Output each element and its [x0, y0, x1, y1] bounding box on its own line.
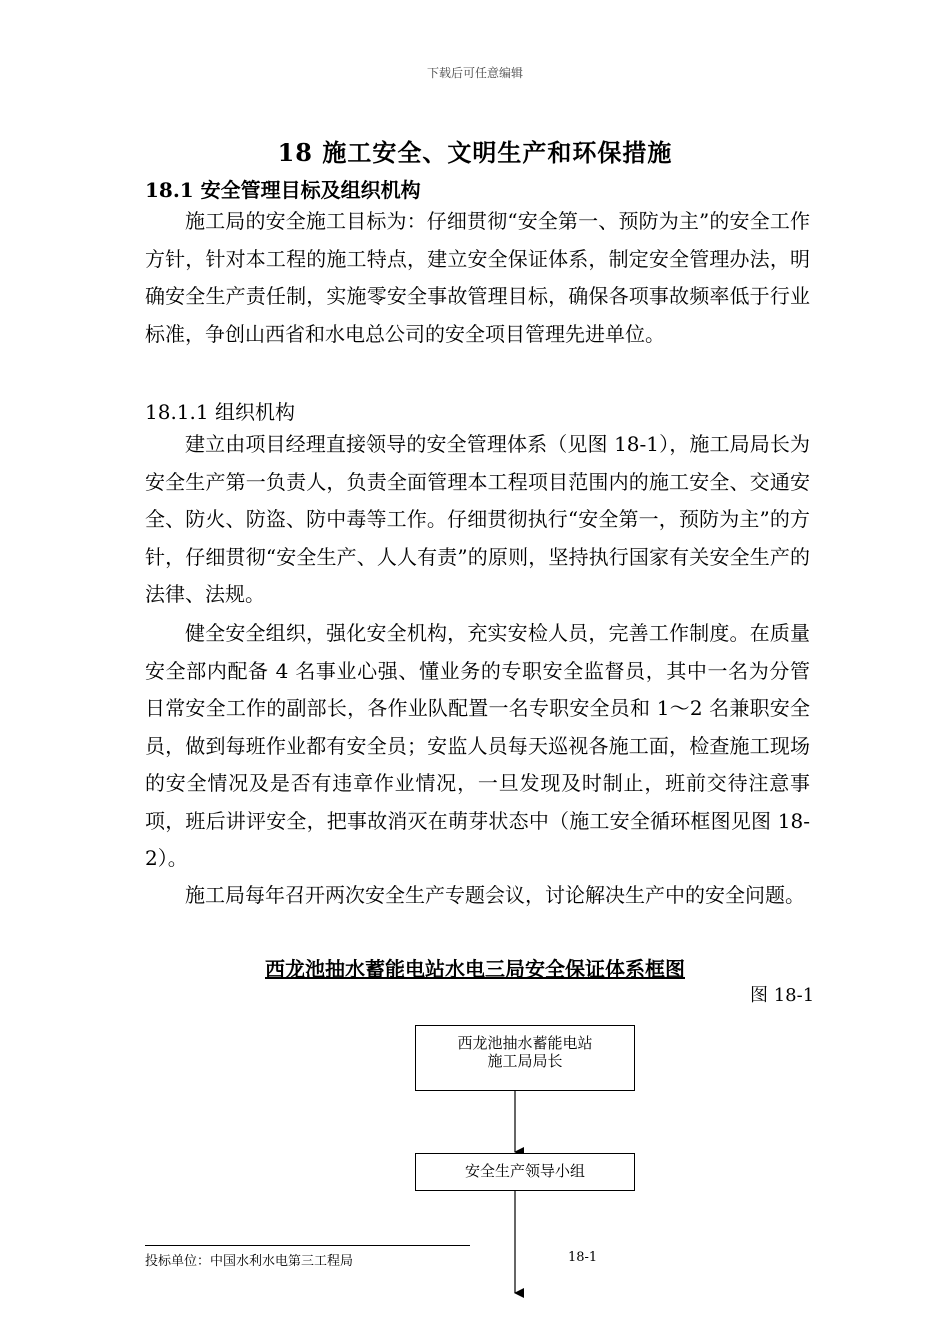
- chapter-title: 18 施工安全、文明生产和环保措施: [277, 138, 673, 167]
- organization-paragraph: 建立由项目经理直接领导的安全管理体系（见图 18-1），施工局局长为安全生产第一负责人，负责全面管理本工程项目范围内的施工安全、交通安全、防火、防盗、防中毒等工作。仔细贯彻执行“安全第一，预防为主”的方针，仔细贯彻“安全生产、人人有责”的原则，坚持执行国家有关安全生产的法律、法规。: [145, 432, 810, 606]
- footer-bidder-unit: 投标单位：中国水利水电第三工程局: [145, 1254, 354, 1269]
- safety-staff-paragraph: 健全安全组织，强化安全机构，充实安检人员，完善工作制度。在质量安全部内配备 4 名事业心强、懂业务的专职安全监督员，其中一名为分管日常安全工作的副部长，各作业队配置一名专职安全员和 1～2 名兼职安全员，做到每班作业都有安全员；安监人员每天巡视各施工面，检查施工现场的安全情况及是否有违章作业情况，一旦发现及时制止，班前交待注意事项，班后讲评安全，把事故消灭在萌芽状态中（施工安全循环框图见图 18-2）。: [145, 621, 810, 870]
- subsection-title: 18.1.1 组织机构: [145, 400, 295, 424]
- org-box-safety-group: 安全生产领导小组: [415, 1153, 635, 1191]
- header-note: 下载后可任意编辑: [426, 66, 523, 80]
- meeting-paragraph: 施工局每年召开两次安全生产专题会议，讨论解决生产中的安全问题。: [185, 883, 805, 907]
- intro-paragraph: 施工局的安全施工目标为：仔细贯彻“安全第一、预防为主”的安全工作方针，针对本工程的施工特点，建立安全保证体系，制定安全管理办法，明确安全生产责任制，实施零安全事故管理目标，确保各项事故频率低于行业标准，争创山西省和水电总公司的安全项目管理先进单位。: [145, 209, 810, 346]
- section-title: 18.1 安全管理目标及组织机构: [145, 178, 421, 202]
- org-box-director: [415, 1025, 635, 1091]
- org-box-director-line2: 施工局局长: [487, 1052, 563, 1070]
- figure-title: 西龙池抽水蓄能电站水电三局安全保证体系框图: [265, 957, 685, 981]
- footer-divider: [145, 1245, 470, 1246]
- footer-page-number: 18-1: [568, 1250, 598, 1265]
- org-box-director-line1: 西龙池抽水蓄能电站: [457, 1034, 593, 1052]
- figure-number: 图 18-1: [750, 985, 815, 1006]
